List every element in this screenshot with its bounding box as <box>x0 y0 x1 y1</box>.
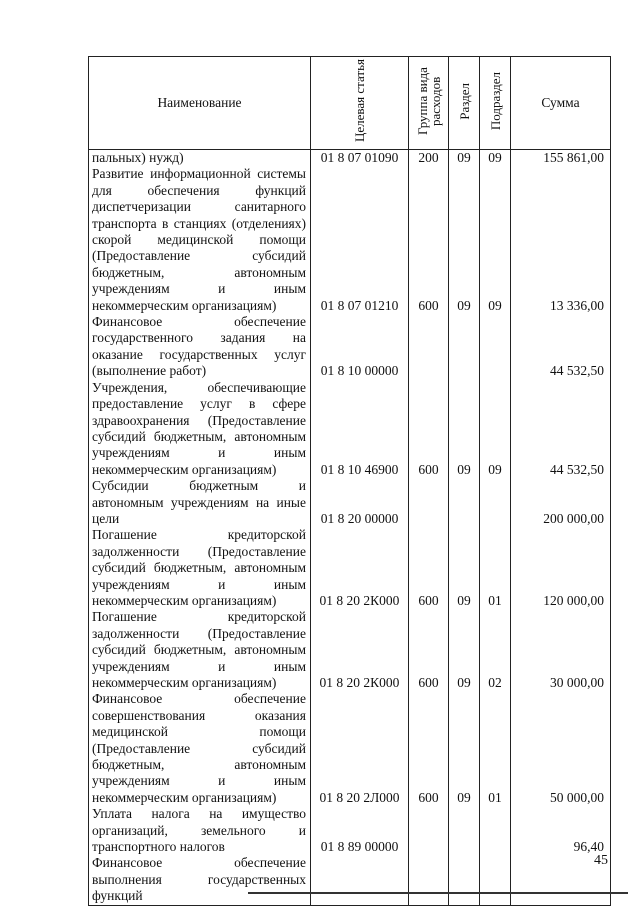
row-name: пальных) нужд) <box>89 150 311 167</box>
row-section <box>449 478 480 527</box>
header-expense-group <box>409 57 449 150</box>
row-expense-group: 600 <box>409 691 449 806</box>
row-name: Учреждения, обеспечивающие предоставление услуг в сфере здравоохранения (Предоставление субсидий бюджетным, автономным учреждениям и иным некоммерческим организациям) <box>89 380 311 478</box>
row-target-article <box>311 855 409 905</box>
row-section: 09 <box>449 609 480 691</box>
table-row <box>89 806 611 855</box>
row-sum: 96,40 <box>511 806 611 855</box>
table-row <box>89 314 611 380</box>
table-row <box>89 166 611 314</box>
row-expense-group <box>409 806 449 855</box>
row-expense-group <box>409 478 449 527</box>
row-sum: 44 532,50 <box>511 380 611 478</box>
row-subsection: 02 <box>480 609 511 691</box>
row-sum: 155 861,00 <box>511 150 611 167</box>
row-subsection: 09 <box>480 150 511 167</box>
row-subsection <box>480 314 511 380</box>
header-subsection <box>480 57 511 150</box>
row-name: Уплата налога на имущество организаций, земельного и транспортного налогов <box>89 806 311 855</box>
header-subsection-label: Подраздел <box>487 71 503 131</box>
row-section <box>449 855 480 905</box>
row-section: 09 <box>449 527 480 609</box>
row-name: Финансовое обеспечение государственного задания на оказание государственных услуг (выполнение работ) <box>89 314 311 380</box>
row-subsection <box>480 855 511 905</box>
row-name: Погашение кредиторской задолженности (Предоставление субсидий бюджетным, автономным учреждениям и иным некоммерческим организациям) <box>89 527 311 609</box>
table-header-row <box>89 57 611 150</box>
header-name: Наименование <box>89 57 311 150</box>
header-sum: Сумма <box>511 57 611 150</box>
header-section-label: Раздел <box>456 82 472 120</box>
table-row <box>89 150 611 167</box>
row-sum: 50 000,00 <box>511 691 611 806</box>
row-sum: 44 532,50 <box>511 314 611 380</box>
footer-rule <box>248 892 628 894</box>
row-name: Погашение кредиторской задолженности (Предоставление субсидий бюджетным, автономным учреждениям и иным некоммерческим организациям) <box>89 609 311 691</box>
row-target-article: 01 8 20 2Л000 <box>311 691 409 806</box>
row-target-article: 01 8 20 2К000 <box>311 527 409 609</box>
row-subsection: 09 <box>480 380 511 478</box>
table-row <box>89 380 611 478</box>
page-number: 45 <box>594 853 608 868</box>
row-section <box>449 314 480 380</box>
row-target-article: 01 8 10 00000 <box>311 314 409 380</box>
row-expense-group: 200 <box>409 150 449 167</box>
row-section: 09 <box>449 691 480 806</box>
row-target-article: 01 8 07 01210 <box>311 166 409 314</box>
row-name: Развитие информационной системы для обеспечения функций диспетчеризации санитарного транспорта в станциях (отделениях) скорой медицинской помощи (Предоставление субсидий бюджетным, автономным учреждениям и иным некоммерческим организациям) <box>89 166 311 314</box>
row-sum: 120 000,00 <box>511 527 611 609</box>
row-sum: 200 000,00 <box>511 478 611 527</box>
table-row <box>89 691 611 806</box>
row-subsection: 01 <box>480 691 511 806</box>
table-row <box>89 478 611 527</box>
row-subsection: 09 <box>480 166 511 314</box>
table-body <box>89 150 611 906</box>
row-name: Финансовое обеспечение выполнения государственных функций <box>89 855 311 905</box>
row-subsection <box>480 478 511 527</box>
row-section <box>449 806 480 855</box>
row-section: 09 <box>449 380 480 478</box>
row-name: Финансовое обеспечение совершенствования оказания медицинской помощи (Предоставление субсидий бюджетным, автономным учреждениям и иным некоммерческим организациям) <box>89 691 311 806</box>
header-section <box>449 57 480 150</box>
row-sum: 13 336,00 <box>511 166 611 314</box>
row-name: Субсидии бюджетным и автономным учреждениям на иные цели <box>89 478 311 527</box>
row-target-article: 01 8 20 00000 <box>311 478 409 527</box>
row-expense-group: 600 <box>409 166 449 314</box>
row-expense-group: 600 <box>409 380 449 478</box>
table-row <box>89 527 611 609</box>
header-target-label: Целевая статья <box>352 59 367 143</box>
row-sum: 30 000,00 <box>511 609 611 691</box>
row-target-article: 01 8 20 2К000 <box>311 609 409 691</box>
row-subsection: 01 <box>480 527 511 609</box>
header-group-label: Группа вида расходов <box>414 67 443 135</box>
row-subsection <box>480 806 511 855</box>
row-expense-group: 600 <box>409 527 449 609</box>
row-target-article: 01 8 07 01090 <box>311 150 409 167</box>
table-row <box>89 609 611 691</box>
row-expense-group <box>409 855 449 905</box>
row-target-article: 01 8 10 46900 <box>311 380 409 478</box>
table-row <box>89 855 611 905</box>
header-target-article <box>311 57 409 150</box>
row-expense-group <box>409 314 449 380</box>
row-target-article: 01 8 89 00000 <box>311 806 409 855</box>
budget-table <box>88 56 611 906</box>
row-expense-group: 600 <box>409 609 449 691</box>
row-section: 09 <box>449 150 480 167</box>
row-section: 09 <box>449 166 480 314</box>
